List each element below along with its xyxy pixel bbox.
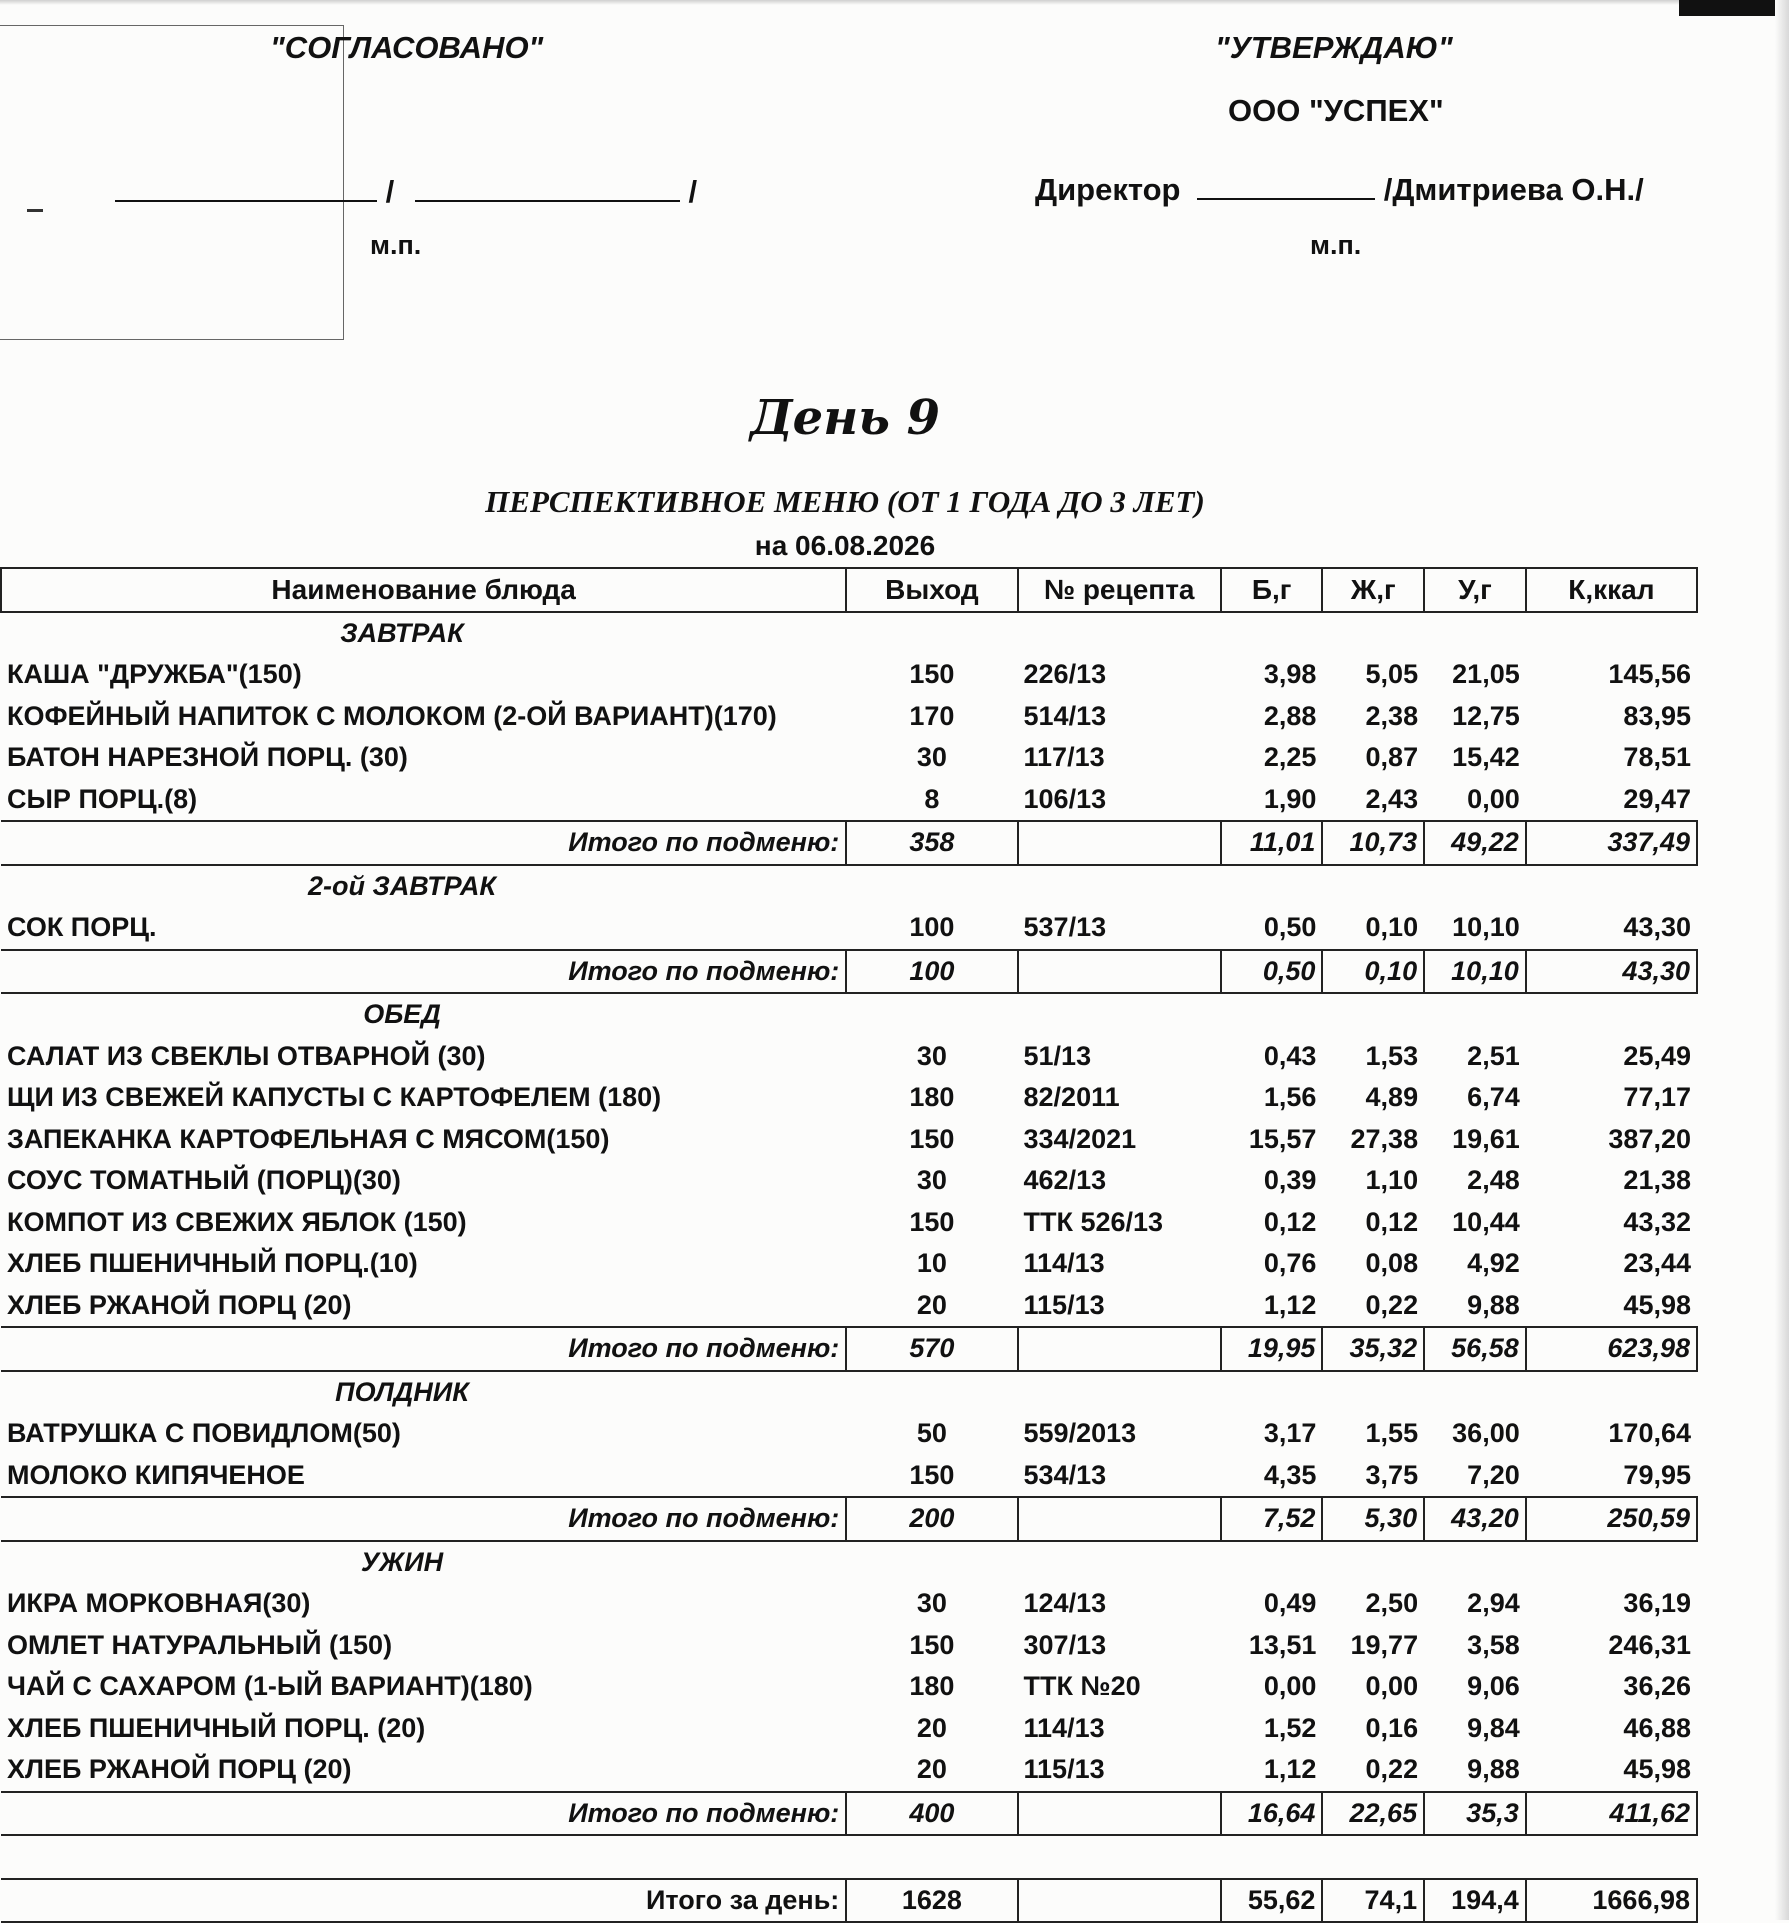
signature-blank — [115, 172, 377, 202]
director-name: /Дмитриева О.Н./ — [1383, 172, 1644, 207]
dish-fat: 4,89 — [1365, 1082, 1419, 1113]
subtotal-recipe-empty — [1018, 1792, 1221, 1836]
dish-protein: 0,50 — [1263, 912, 1317, 943]
dish-recipe: 106/13 — [1023, 783, 1107, 814]
subtotal-carbs: 10,10 — [1424, 950, 1526, 994]
dish-name: ИКРА МОРКОВНАЯ(30) — [7, 1588, 311, 1619]
column-header-protein: Б,г — [1221, 568, 1323, 612]
subtotal-kcal: 43,30 — [1526, 950, 1697, 994]
section-title-cell — [1, 612, 1697, 655]
dish-protein: 15,57 — [1248, 1123, 1317, 1154]
dish-yield: 30 — [916, 742, 947, 773]
dish-protein: 4,35 — [1263, 1459, 1317, 1490]
column-header-fat: Ж,г — [1322, 568, 1424, 612]
dish-recipe: 115/13 — [1023, 1754, 1105, 1785]
dish-yield: 150 — [909, 659, 955, 690]
table-row — [1, 1077, 1697, 1119]
dish-yield: 180 — [909, 1082, 955, 1113]
dish-fat: 0,00 — [1365, 1671, 1419, 1702]
dish-kcal: 29,47 — [1623, 783, 1691, 814]
subtotal-fat: 0,10 — [1322, 950, 1424, 994]
table-row — [1, 1455, 1697, 1498]
dish-recipe: 514/13 — [1023, 700, 1107, 731]
dish-protein: 13,51 — [1248, 1629, 1317, 1660]
dish-carbs: 2,51 — [1467, 1040, 1520, 1071]
dish-recipe: ТТК 526/13 — [1023, 1206, 1164, 1237]
menu-table — [0, 567, 1698, 1923]
day-title: День 9 — [750, 390, 940, 446]
table-row — [1, 1583, 1697, 1625]
table-row — [1, 1749, 1697, 1792]
dish-protein: 2,25 — [1263, 742, 1317, 773]
subtotal-carbs: 49,22 — [1424, 821, 1526, 865]
dish-carbs: 9,06 — [1467, 1671, 1520, 1702]
dish-fat: 0,08 — [1365, 1248, 1419, 1279]
subtotal-recipe-empty — [1018, 1327, 1221, 1371]
dish-name: БАТОН НАРЕЗНОЙ ПОРЦ. (30) — [7, 742, 408, 773]
table-row — [1, 1666, 1697, 1708]
dish-recipe: 117/13 — [1023, 742, 1105, 773]
table-row — [1, 1625, 1697, 1667]
dish-name: ХЛЕБ ПШЕНИЧНЫЙ ПОРЦ.(10) — [7, 1248, 418, 1279]
subtotal-label: Итого по подменю: — [1, 1327, 846, 1371]
left-signature-line — [115, 172, 697, 210]
dish-fat: 2,43 — [1365, 783, 1419, 814]
subtotal-recipe-empty — [1018, 1497, 1221, 1541]
section-title-cell — [1, 993, 1697, 1036]
dish-protein: 0,43 — [1263, 1040, 1317, 1071]
subtotal-recipe-empty — [1018, 950, 1221, 994]
subtotal-fat: 35,32 — [1322, 1327, 1424, 1371]
scan-right-edge — [1775, 0, 1789, 1920]
dish-carbs: 12,75 — [1452, 700, 1520, 731]
subtotal-protein: 7,52 — [1221, 1497, 1323, 1541]
dish-name: ХЛЕБ РЖАНОЙ ПОРЦ (20) — [7, 1289, 352, 1320]
subtotal-row — [1, 1327, 1697, 1371]
dish-carbs: 21,05 — [1452, 659, 1520, 690]
section-title-cell — [1, 865, 1697, 908]
subtotal-kcal: 623,98 — [1526, 1327, 1697, 1371]
section-header-row — [1, 1541, 1697, 1584]
section-header-row — [1, 612, 1697, 655]
scan-corner-blot — [1679, 0, 1789, 16]
dish-carbs: 7,20 — [1467, 1459, 1520, 1490]
dish-protein: 1,90 — [1263, 783, 1317, 814]
subtotal-protein: 19,95 — [1221, 1327, 1323, 1371]
subtotal-row — [1, 1792, 1697, 1836]
dish-recipe: 559/2013 — [1023, 1418, 1137, 1449]
dish-kcal: 43,30 — [1623, 912, 1691, 943]
table-row — [1, 1119, 1697, 1161]
dish-recipe: 334/2021 — [1023, 1123, 1137, 1154]
table-row — [1, 1036, 1697, 1078]
dish-kcal: 78,51 — [1623, 742, 1691, 773]
dish-recipe: 124/13 — [1023, 1588, 1107, 1619]
dish-recipe: 537/13 — [1023, 912, 1107, 943]
dish-name: МОЛОКО КИПЯЧЕНОЕ — [7, 1459, 305, 1490]
dish-yield: 50 — [916, 1418, 947, 1449]
dish-recipe: 115/13 — [1023, 1289, 1105, 1320]
spacer-cell — [1, 1835, 1697, 1879]
menu-date: на 06.08.2026 — [754, 530, 936, 561]
table-row — [1, 654, 1697, 696]
dish-name: СОУС ТОМАТНЫЙ (ПОРЦ)(30) — [7, 1165, 401, 1196]
dish-name: КОМПОТ ИЗ СВЕЖИХ ЯБЛОК (150) — [7, 1206, 467, 1237]
dish-carbs: 2,48 — [1467, 1165, 1520, 1196]
dish-fat: 3,75 — [1365, 1459, 1419, 1490]
dish-carbs: 9,84 — [1467, 1712, 1520, 1743]
dish-yield: 150 — [909, 1629, 955, 1660]
dish-kcal: 36,19 — [1623, 1588, 1691, 1619]
dish-yield: 170 — [909, 700, 955, 731]
dish-protein: 2,88 — [1263, 700, 1317, 731]
column-header-yield: Выход — [846, 568, 1017, 612]
day-total-protein: 55,62 — [1221, 1879, 1323, 1923]
dish-yield: 150 — [909, 1206, 955, 1237]
subtotal-fat: 22,65 — [1322, 1792, 1424, 1836]
dish-carbs: 36,00 — [1452, 1418, 1520, 1449]
subtotal-recipe-empty — [1018, 821, 1221, 865]
dish-carbs: 10,44 — [1452, 1206, 1520, 1237]
column-header-kcal: К,ккал — [1526, 568, 1697, 612]
subtotal-row — [1, 950, 1697, 994]
dish-name: САЛАТ ИЗ СВЕКЛЫ ОТВАРНОЙ (30) — [7, 1040, 486, 1071]
dish-kcal: 83,95 — [1623, 700, 1691, 731]
right-stamp-label: м.п. — [1310, 230, 1362, 260]
signature-separator: / — [688, 174, 698, 209]
dish-name: ЗАПЕКАНКА КАРТОФЕЛЬНАЯ С МЯСОМ(150) — [7, 1123, 610, 1154]
table-row — [1, 1243, 1697, 1285]
dish-yield: 30 — [916, 1165, 947, 1196]
subtotal-carbs: 35,3 — [1424, 1792, 1526, 1836]
dish-fat: 1,10 — [1365, 1165, 1419, 1196]
subtotal-yield: 358 — [846, 821, 1017, 865]
subtotal-yield: 400 — [846, 1792, 1017, 1836]
dish-kcal: 77,17 — [1623, 1082, 1691, 1113]
menu-body — [1, 612, 1697, 1923]
dish-protein: 0,12 — [1263, 1206, 1317, 1237]
section-title: 2-ой ЗАВТРАК — [307, 870, 497, 901]
dish-carbs: 4,92 — [1467, 1248, 1520, 1279]
dish-fat: 0,10 — [1365, 912, 1419, 943]
dish-carbs: 6,74 — [1467, 1082, 1520, 1113]
dish-fat: 2,38 — [1365, 700, 1419, 731]
dish-name: ЩИ ИЗ СВЕЖЕЙ КАПУСТЫ С КАРТОФЕЛЕМ (180) — [7, 1082, 662, 1113]
table-row — [1, 1708, 1697, 1750]
dish-name: КОФЕЙНЫЙ НАПИТОК С МОЛОКОМ (2-ОЙ ВАРИАНТ)(170) — [7, 700, 777, 731]
section-title: ПОЛДНИК — [335, 1376, 469, 1407]
dish-recipe: 226/13 — [1023, 659, 1107, 690]
dish-recipe: 82/2011 — [1023, 1082, 1120, 1113]
dish-name: ОМЛЕТ НАТУРАЛЬНЫЙ (150) — [7, 1629, 393, 1660]
director-signature-line — [1035, 170, 1644, 208]
dish-yield: 150 — [909, 1459, 955, 1490]
subtotal-row — [1, 821, 1697, 865]
dish-kcal: 387,20 — [1608, 1123, 1691, 1154]
dish-carbs: 9,88 — [1467, 1754, 1520, 1785]
dish-carbs: 9,88 — [1467, 1289, 1520, 1320]
section-title: УЖИН — [360, 1546, 444, 1577]
section-title: ОБЕД — [363, 999, 441, 1030]
dish-recipe: 462/13 — [1023, 1165, 1107, 1196]
dish-fat: 19,77 — [1350, 1629, 1419, 1660]
dish-kcal: 23,44 — [1623, 1248, 1691, 1279]
day-total-recipe-empty — [1018, 1879, 1221, 1923]
dish-kcal: 21,38 — [1623, 1165, 1691, 1196]
dish-carbs: 10,10 — [1452, 912, 1520, 943]
dish-fat: 0,22 — [1365, 1754, 1419, 1785]
section-header-row — [1, 1371, 1697, 1414]
subtotal-label: Итого по подменю: — [1, 950, 846, 994]
subtotal-label: Итого по подменю: — [1, 1792, 846, 1836]
dish-recipe: 114/13 — [1023, 1248, 1105, 1279]
dish-carbs: 3,58 — [1467, 1629, 1520, 1660]
column-header-dish: Наименование блюда — [1, 568, 846, 612]
dish-yield: 8 — [924, 783, 940, 814]
subtotal-yield: 200 — [846, 1497, 1017, 1541]
dish-recipe: 307/13 — [1023, 1629, 1107, 1660]
table-row — [1, 737, 1697, 779]
dish-kcal: 25,49 — [1623, 1040, 1691, 1071]
dish-kcal: 246,31 — [1608, 1629, 1691, 1660]
dish-protein: 0,76 — [1263, 1248, 1317, 1279]
scan-mark — [27, 209, 43, 212]
section-header-row — [1, 865, 1697, 908]
section-title: ЗАВТРАК — [340, 617, 464, 648]
dish-recipe: 114/13 — [1023, 1712, 1105, 1743]
subtotal-yield: 570 — [846, 1327, 1017, 1371]
subtotal-yield: 100 — [846, 950, 1017, 994]
menu-title: ПЕРСПЕКТИВНОЕ МЕНЮ (ОТ 1 ГОДА ДО 3 ЛЕТ) — [485, 484, 1205, 519]
subtotal-protein: 0,50 — [1221, 950, 1323, 994]
subtotal-kcal: 250,59 — [1526, 1497, 1697, 1541]
dish-carbs: 19,61 — [1452, 1123, 1520, 1154]
subtotal-carbs: 56,58 — [1424, 1327, 1526, 1371]
dish-name: КАША "ДРУЖБА"(150) — [7, 659, 302, 690]
dish-protein: 0,39 — [1263, 1165, 1317, 1196]
table-row — [1, 1160, 1697, 1202]
signature-separator: / — [385, 174, 395, 209]
dish-carbs: 15,42 — [1452, 742, 1520, 773]
day-total-fat: 74,1 — [1322, 1879, 1424, 1923]
dish-fat: 0,87 — [1365, 742, 1419, 773]
name-blank — [415, 172, 680, 202]
dish-carbs: 0,00 — [1467, 783, 1520, 814]
day-total-row — [1, 1879, 1697, 1923]
dish-kcal: 79,95 — [1623, 1459, 1691, 1490]
dish-yield: 150 — [909, 1123, 955, 1154]
director-position: Директор — [1035, 172, 1181, 207]
table-row — [1, 779, 1697, 822]
dish-name: ВАТРУШКА С ПОВИДЛОМ(50) — [7, 1418, 401, 1449]
dish-recipe: ТТК №20 — [1023, 1671, 1141, 1702]
dish-protein: 1,52 — [1263, 1712, 1317, 1743]
dish-name: ХЛЕБ РЖАНОЙ ПОРЦ (20) — [7, 1754, 352, 1785]
dish-kcal: 46,88 — [1623, 1712, 1691, 1743]
organization-name: ООО "УСПЕХ" — [1228, 93, 1444, 128]
director-signature-blank — [1197, 170, 1375, 200]
dish-fat: 1,53 — [1365, 1040, 1419, 1071]
subtotal-carbs: 43,20 — [1424, 1497, 1526, 1541]
dish-kcal: 36,26 — [1623, 1671, 1691, 1702]
dish-fat: 27,38 — [1350, 1123, 1419, 1154]
subtotal-protein: 16,64 — [1221, 1792, 1323, 1836]
dish-recipe: 534/13 — [1023, 1459, 1107, 1490]
spacer-row — [1, 1835, 1697, 1879]
dish-yield: 20 — [916, 1754, 947, 1785]
day-total-carbs: 194,4 — [1424, 1879, 1526, 1923]
subtotal-label: Итого по подменю: — [1, 821, 846, 865]
subtotal-fat: 10,73 — [1322, 821, 1424, 865]
dish-fat: 1,55 — [1365, 1418, 1419, 1449]
approved-by-title: "СОГЛАСОВАНО" — [270, 30, 544, 65]
scan-top-edge — [0, 0, 1789, 5]
dish-yield: 180 — [909, 1671, 955, 1702]
dish-name: ХЛЕБ ПШЕНИЧНЫЙ ПОРЦ. (20) — [7, 1712, 426, 1743]
dish-fat: 0,22 — [1365, 1289, 1419, 1320]
dish-kcal: 45,98 — [1623, 1289, 1691, 1320]
dish-yield: 20 — [916, 1712, 947, 1743]
dish-name: СЫР ПОРЦ.(8) — [7, 783, 198, 814]
section-title-cell — [1, 1541, 1697, 1584]
table-row — [1, 1413, 1697, 1455]
subtotal-row — [1, 1497, 1697, 1541]
column-header-recipe: № рецепта — [1018, 568, 1221, 612]
dish-protein: 3,17 — [1263, 1418, 1317, 1449]
dish-recipe: 51/13 — [1023, 1040, 1092, 1071]
dish-yield: 20 — [916, 1289, 947, 1320]
day-total-yield: 1628 — [846, 1879, 1017, 1923]
subtotal-kcal: 337,49 — [1526, 821, 1697, 865]
dish-protein: 1,56 — [1263, 1082, 1317, 1113]
subtotal-label: Итого по подменю: — [1, 1497, 846, 1541]
table-row — [1, 696, 1697, 738]
day-total-kcal: 1666,98 — [1526, 1879, 1697, 1923]
dish-kcal: 145,56 — [1608, 659, 1691, 690]
section-header-row — [1, 993, 1697, 1036]
approve-title: "УТВЕРЖДАЮ" — [1215, 30, 1453, 65]
table-row — [1, 1202, 1697, 1244]
dish-yield: 10 — [916, 1248, 947, 1279]
dish-carbs: 2,94 — [1467, 1588, 1520, 1619]
day-total-label: Итого за день: — [1, 1879, 846, 1923]
left-stamp-label: м.п. — [370, 230, 422, 260]
dish-name: СОК ПОРЦ. — [7, 912, 157, 943]
table-header-row — [1, 568, 1697, 612]
dish-fat: 2,50 — [1365, 1588, 1419, 1619]
subtotal-protein: 11,01 — [1221, 821, 1323, 865]
table-row — [1, 907, 1697, 950]
section-title-cell — [1, 1371, 1697, 1414]
dish-protein: 3,98 — [1263, 659, 1317, 690]
subtotal-fat: 5,30 — [1322, 1497, 1424, 1541]
dish-fat: 0,16 — [1365, 1712, 1419, 1743]
dish-kcal: 43,32 — [1623, 1206, 1691, 1237]
subtotal-kcal: 411,62 — [1526, 1792, 1697, 1836]
table-row — [1, 1285, 1697, 1328]
dish-protein: 0,49 — [1263, 1588, 1317, 1619]
column-header-carbs: У,г — [1424, 568, 1526, 612]
dish-kcal: 45,98 — [1623, 1754, 1691, 1785]
dish-protein: 1,12 — [1263, 1754, 1317, 1785]
dish-yield: 100 — [909, 912, 955, 943]
dish-name: ЧАЙ С САХАРОМ (1-ЫЙ ВАРИАНТ)(180) — [7, 1671, 533, 1702]
dish-kcal: 170,64 — [1608, 1418, 1691, 1449]
dish-yield: 30 — [916, 1040, 947, 1071]
dish-protein: 1,12 — [1263, 1289, 1317, 1320]
dish-protein: 0,00 — [1263, 1671, 1317, 1702]
dish-yield: 30 — [916, 1588, 947, 1619]
dish-fat: 5,05 — [1365, 659, 1419, 690]
dish-fat: 0,12 — [1365, 1206, 1419, 1237]
